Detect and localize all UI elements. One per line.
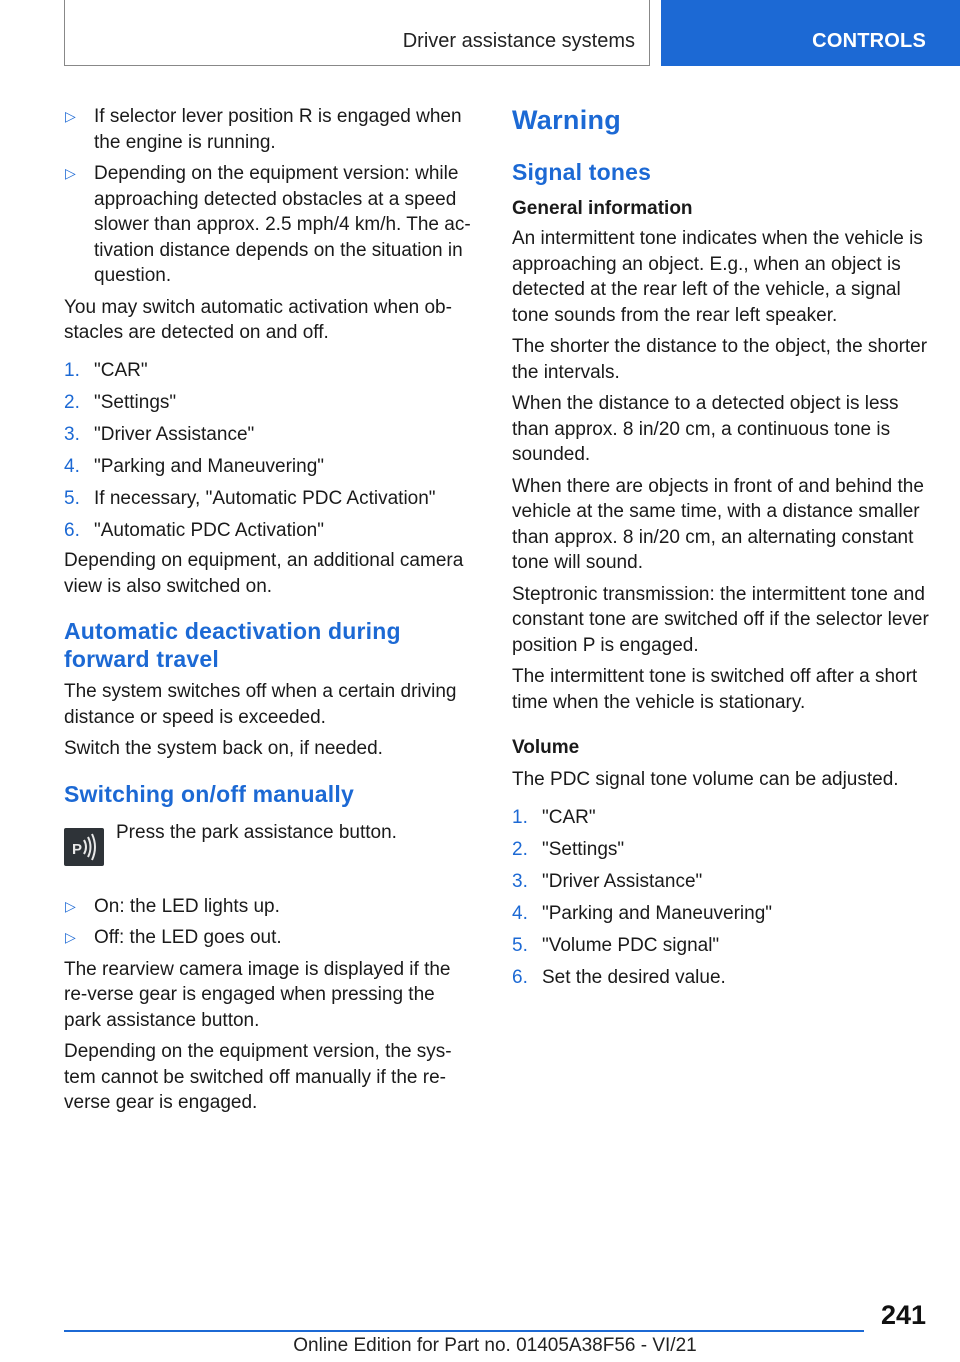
list-item: 1. "CAR"	[512, 806, 596, 828]
volume-heading: Volume	[512, 737, 580, 758]
park-assistance-button-icon	[64, 828, 104, 866]
bullet-item: ▷ Off: the LED goes out.	[64, 925, 476, 951]
triangle-right-icon: ▷	[65, 108, 76, 124]
paragraph: The intermittent tone is switched off after a short time when the vehicle is stationary.	[512, 666, 918, 713]
triangle-right-icon: ▷	[65, 929, 76, 946]
list-item: 5. If necessary, "Automatic PDC Activation"	[64, 488, 436, 510]
bullet-item: ▷ Depending on the equipment version: while approaching detected obstacles at a speed slower than approx. 2.5 mph/4 km/h. The ac-tivation distance depends on the situation in question.	[65, 163, 471, 286]
warning-heading: Warning	[512, 105, 622, 135]
list-item: 4. "Parking and Maneuvering"	[512, 903, 773, 925]
park-button-row	[64, 820, 476, 894]
header-chapter-tab	[661, 0, 960, 66]
triangle-right-icon: ▷	[65, 897, 76, 914]
paragraph: Steptronic transmission: the intermittent tone and constant tone are switched off if the selector lever position P is engaged.	[512, 583, 929, 656]
deactivation-text: The system switches off when a certain driving distance or speed is exceeded.	[64, 681, 457, 728]
paragraph: When the distance to a detected object is less than approx. 8 in/20 cm, a continuous tone is sounded.	[512, 393, 899, 465]
switch-back-text: Switch the system back on, if needed.	[64, 738, 383, 760]
deactivation-heading: Automatic deactivation during forward travel	[64, 618, 401, 673]
volume-steps	[512, 805, 932, 998]
left-column	[64, 104, 476, 1122]
button-text: Press the park assistance button.	[116, 821, 397, 843]
list-item: 2. "Settings"	[64, 391, 177, 413]
list-item: 3. "Driver Assistance"	[512, 870, 703, 892]
list-item: 3. "Driver Assistance"	[64, 423, 255, 445]
paragraph: An intermittent tone indicates when the vehicle is approaching an object. E.g., when an object is detected at the rear left of the vehicle, a signal tone sounds from the rear left speaker.	[512, 228, 923, 326]
rearview-text: The rearview camera image is displayed if the re-verse gear is engaged when pressing the park assistance button.	[64, 958, 451, 1031]
list-item: 4. "Parking and Maneuvering"	[64, 456, 325, 478]
manual-heading: Switching on/off manually	[64, 780, 354, 807]
list-item: 2. "Settings"	[512, 838, 625, 860]
camera-text: Depending on equipment, an additional camera view is also switched on.	[64, 550, 464, 597]
signal-tones-heading: Signal tones	[512, 159, 652, 185]
right-column	[512, 104, 932, 998]
general-info-heading: General information	[512, 198, 693, 219]
activation-steps	[64, 358, 476, 549]
bullet-item: ▷ If selector lever position R is engaged when the engine is running.	[65, 106, 462, 153]
paragraph: When there are objects in front of and behind the vehicle at the same time, with a distance smaller than approx. 8 in/20 cm, an alternating constant tone will sound.	[512, 475, 924, 573]
list-item: 1. "CAR"	[64, 359, 148, 381]
equipment-text: Depending on the equipment version, the sys-tem cannot be switched off manually if the re-verse gear is engaged.	[64, 1041, 452, 1114]
list-item: 6. Set the desired value.	[512, 967, 726, 989]
list-item: 5. "Volume PDC signal"	[512, 935, 720, 957]
switch-text: You may switch automatic activation when ob-stacles are detected on and off.	[64, 296, 452, 343]
footer-edition: Online Edition for Part no. 01405A38F56 - VI/21	[293, 1335, 697, 1356]
svg-text:P: P	[72, 840, 83, 858]
triangle-right-icon: ▷	[65, 165, 76, 181]
volume-text: The PDC signal tone volume can be adjusted.	[512, 769, 899, 790]
footer-divider	[64, 1330, 864, 1332]
header-chapter-title: CONTROLS	[812, 30, 926, 52]
page-number: 241	[880, 1300, 926, 1330]
header-section-box	[64, 0, 650, 66]
list-item: 6. "Automatic PDC Activation"	[64, 520, 324, 542]
paragraph: The shorter the distance to the object, the shorter the intervals.	[512, 336, 928, 383]
header-section-title: Driver assistance systems	[402, 30, 635, 52]
bullet-item: ▷ On: the LED lights up.	[64, 894, 476, 920]
